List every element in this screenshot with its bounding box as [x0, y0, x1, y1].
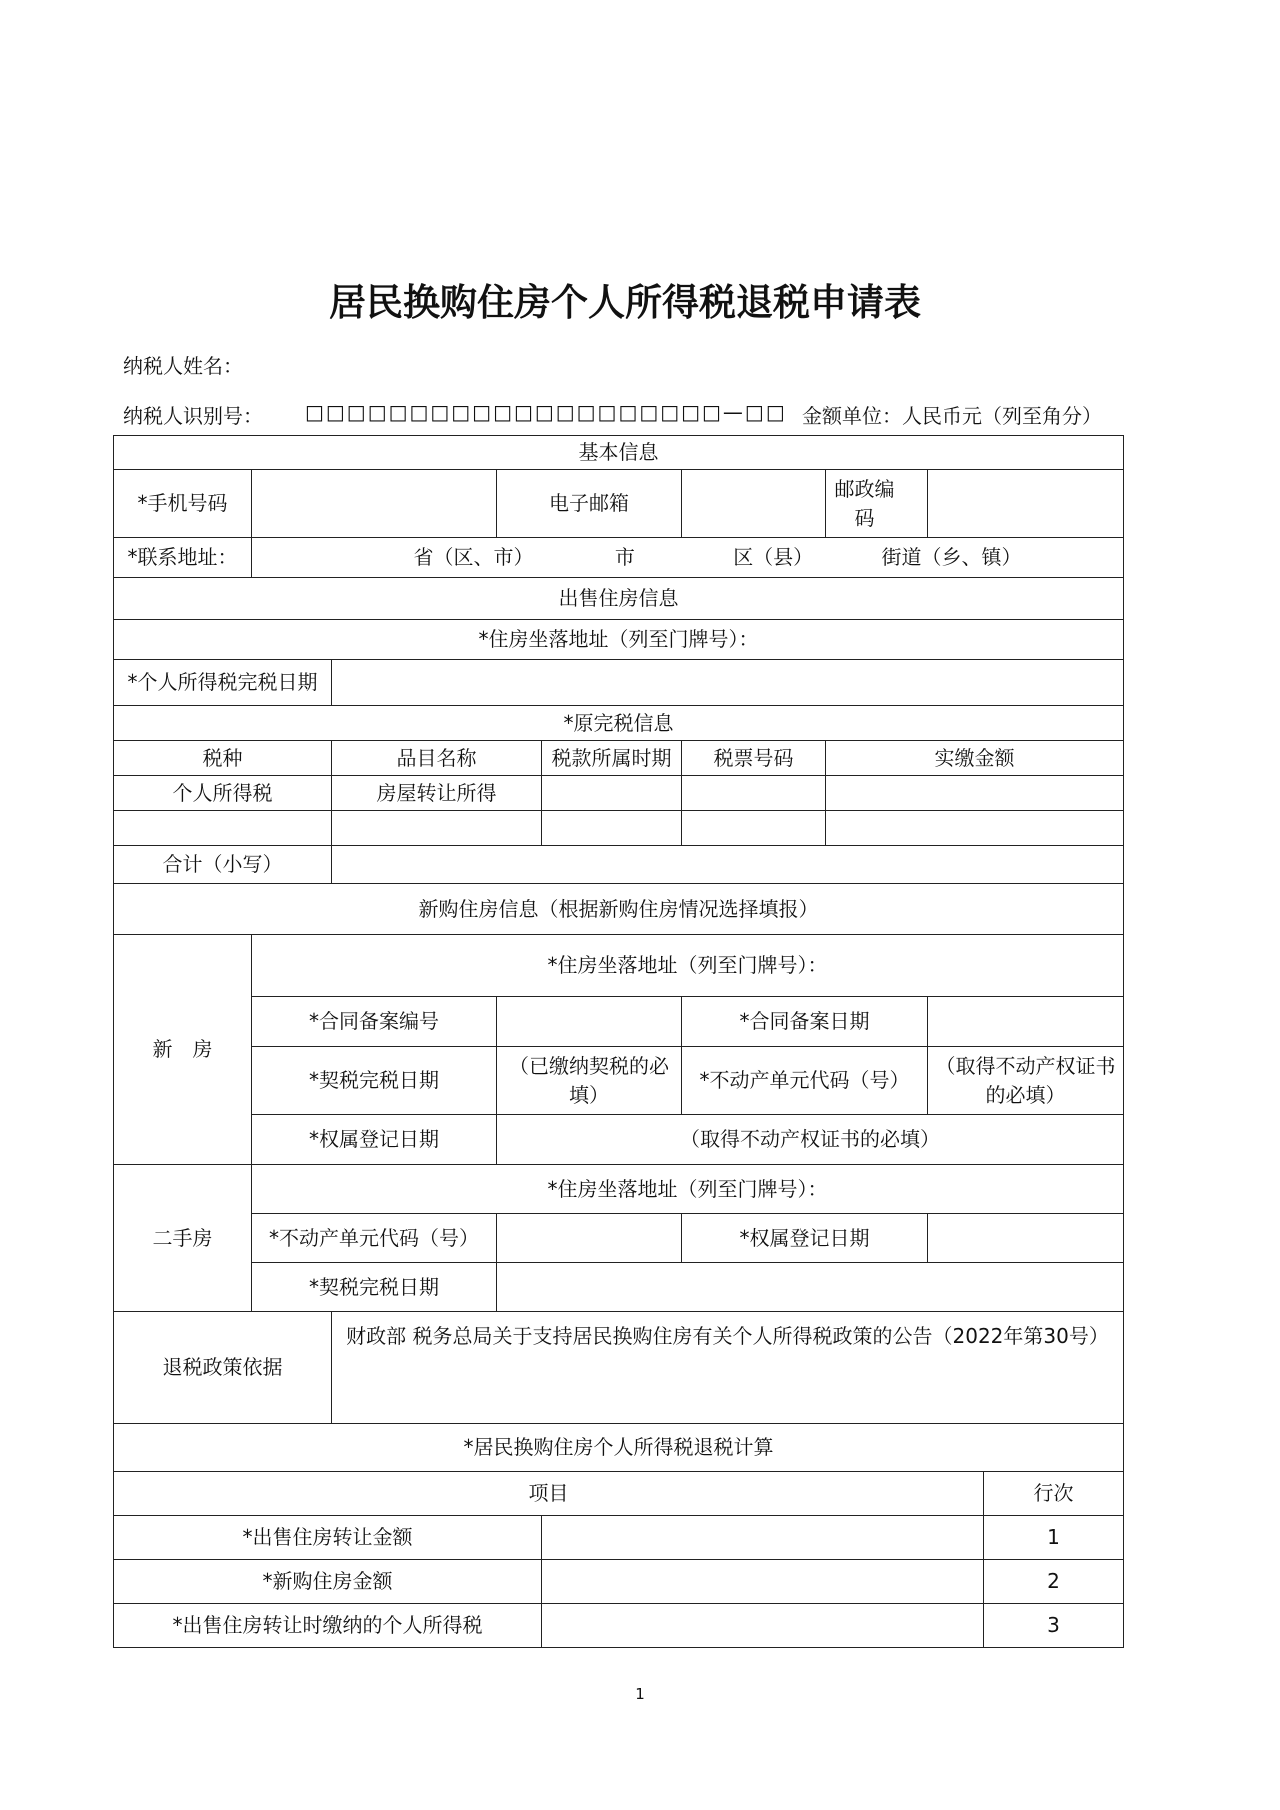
unit-code-note[interactable]: （取得不动产权证书的必填）	[928, 1047, 1124, 1115]
page-number: 1	[635, 1685, 645, 1703]
calc-row-line: 2	[984, 1560, 1124, 1604]
col-ticket-no: 税票号码	[682, 741, 826, 776]
row2-paid-amount[interactable]	[826, 811, 1124, 846]
district-label: 区（县）	[733, 545, 814, 569]
calc-row-line: 3	[984, 1604, 1124, 1648]
row2-ticket-no[interactable]	[682, 811, 826, 846]
calc-row-value[interactable]	[542, 1516, 984, 1560]
refund-application-table	[113, 435, 1124, 1648]
taxpayer-id-boxes[interactable]: □□□□□□□□□□□□□□□□□□□□—□□	[305, 400, 787, 424]
col-tax-type: 税种	[114, 741, 332, 776]
used-deed-date-field[interactable]	[497, 1263, 1124, 1312]
reg-date-label: *权属登记日期	[252, 1115, 497, 1165]
new-house-address[interactable]: *住房坐落地址（列至门牌号）：	[252, 935, 1124, 997]
used-reg-date-field[interactable]	[928, 1214, 1124, 1263]
row2-item-name[interactable]	[332, 811, 542, 846]
section-new-purchase: 新购住房信息（根据新购住房情况选择填报）	[114, 884, 1124, 935]
taxpayer-name-label: 纳税人姓名：	[123, 354, 243, 378]
calc-row-label: *新购住房金额	[114, 1560, 542, 1604]
postcode-label: 邮政编码	[826, 470, 928, 538]
row1-paid-amount[interactable]	[826, 776, 1124, 811]
reg-date-note[interactable]: （取得不动产权证书的必填）	[497, 1115, 1124, 1165]
section-refund-calc: *居民换购住房个人所得税退税计算	[114, 1424, 1124, 1472]
used-reg-date-label: *权属登记日期	[682, 1214, 928, 1263]
col-item-name: 品目名称	[332, 741, 542, 776]
section-basic-info: 基本信息	[114, 436, 1124, 470]
section-sold-house: 出售住房信息	[114, 578, 1124, 620]
city-label: 市	[614, 545, 635, 569]
street-label: 街道（乡、镇）	[881, 545, 1022, 569]
col-paid-amount: 实缴金额	[826, 741, 1124, 776]
contract-no-label: *合同备案编号	[252, 997, 497, 1047]
col-line-no: 行次	[984, 1472, 1124, 1516]
used-house-address[interactable]: *住房坐落地址（列至门牌号）：	[252, 1165, 1124, 1214]
calc-row-value[interactable]	[542, 1604, 984, 1648]
row1-item-name: 房屋转让所得	[332, 776, 542, 811]
phone-label: *手机号码	[114, 470, 252, 538]
section-original-tax: *原完税信息	[114, 706, 1124, 741]
policy-basis-label: 退税政策依据	[114, 1312, 332, 1424]
row2-tax-period[interactable]	[542, 811, 682, 846]
used-unit-code-label: *不动产单元代码（号）	[252, 1214, 497, 1263]
calc-row-label: *出售住房转让金额	[114, 1516, 542, 1560]
used-deed-date-label: *契税完税日期	[252, 1263, 497, 1312]
row1-tax-type: 个人所得税	[114, 776, 332, 811]
sold-house-address[interactable]: *住房坐落地址（列至门牌号）：	[114, 620, 1124, 660]
col-item: 项目	[114, 1472, 984, 1516]
contact-address-field[interactable]	[252, 538, 1124, 578]
col-tax-period: 税款所属时期	[542, 741, 682, 776]
calc-row-value[interactable]	[542, 1560, 984, 1604]
email-field[interactable]	[682, 470, 826, 538]
income-tax-date-field[interactable]	[332, 660, 1124, 706]
calc-row-line: 1	[984, 1516, 1124, 1560]
total-field[interactable]	[332, 846, 1124, 884]
calc-row-label: *出售住房转让时缴纳的个人所得税	[114, 1604, 542, 1648]
total-label: 合计（小写）	[114, 846, 332, 884]
contract-no-field[interactable]	[497, 997, 682, 1047]
deed-tax-date-label: *契税完税日期	[252, 1047, 497, 1115]
row1-tax-period[interactable]	[542, 776, 682, 811]
new-house-label: 新 房	[114, 935, 252, 1165]
phone-field[interactable]	[252, 470, 497, 538]
contact-address-label: *联系地址：	[114, 538, 252, 578]
contract-date-label: *合同备案日期	[682, 997, 928, 1047]
row1-ticket-no[interactable]	[682, 776, 826, 811]
amount-unit-note: 金额单位：人民币元（列至角分）	[802, 404, 1102, 428]
unit-code-label: *不动产单元代码（号）	[682, 1047, 928, 1115]
policy-basis-text: 财政部 税务总局关于支持居民换购住房有关个人所得税政策的公告（2022年第30号）	[332, 1312, 1124, 1424]
form-title: 居民换购住房个人所得税退税申请表	[329, 280, 921, 324]
taxpayer-id-label: 纳税人识别号：	[123, 404, 263, 428]
email-label: 电子邮箱	[497, 470, 682, 538]
deed-tax-date-note[interactable]: （已缴纳契税的必填）	[497, 1047, 682, 1115]
province-label: 省（区、市）	[413, 545, 534, 569]
income-tax-date-label: *个人所得税完税日期	[114, 660, 332, 706]
contract-date-field[interactable]	[928, 997, 1124, 1047]
row2-tax-type[interactable]	[114, 811, 332, 846]
used-unit-code-field[interactable]	[497, 1214, 682, 1263]
postcode-field[interactable]	[928, 470, 1124, 538]
used-house-label: 二手房	[114, 1165, 252, 1312]
